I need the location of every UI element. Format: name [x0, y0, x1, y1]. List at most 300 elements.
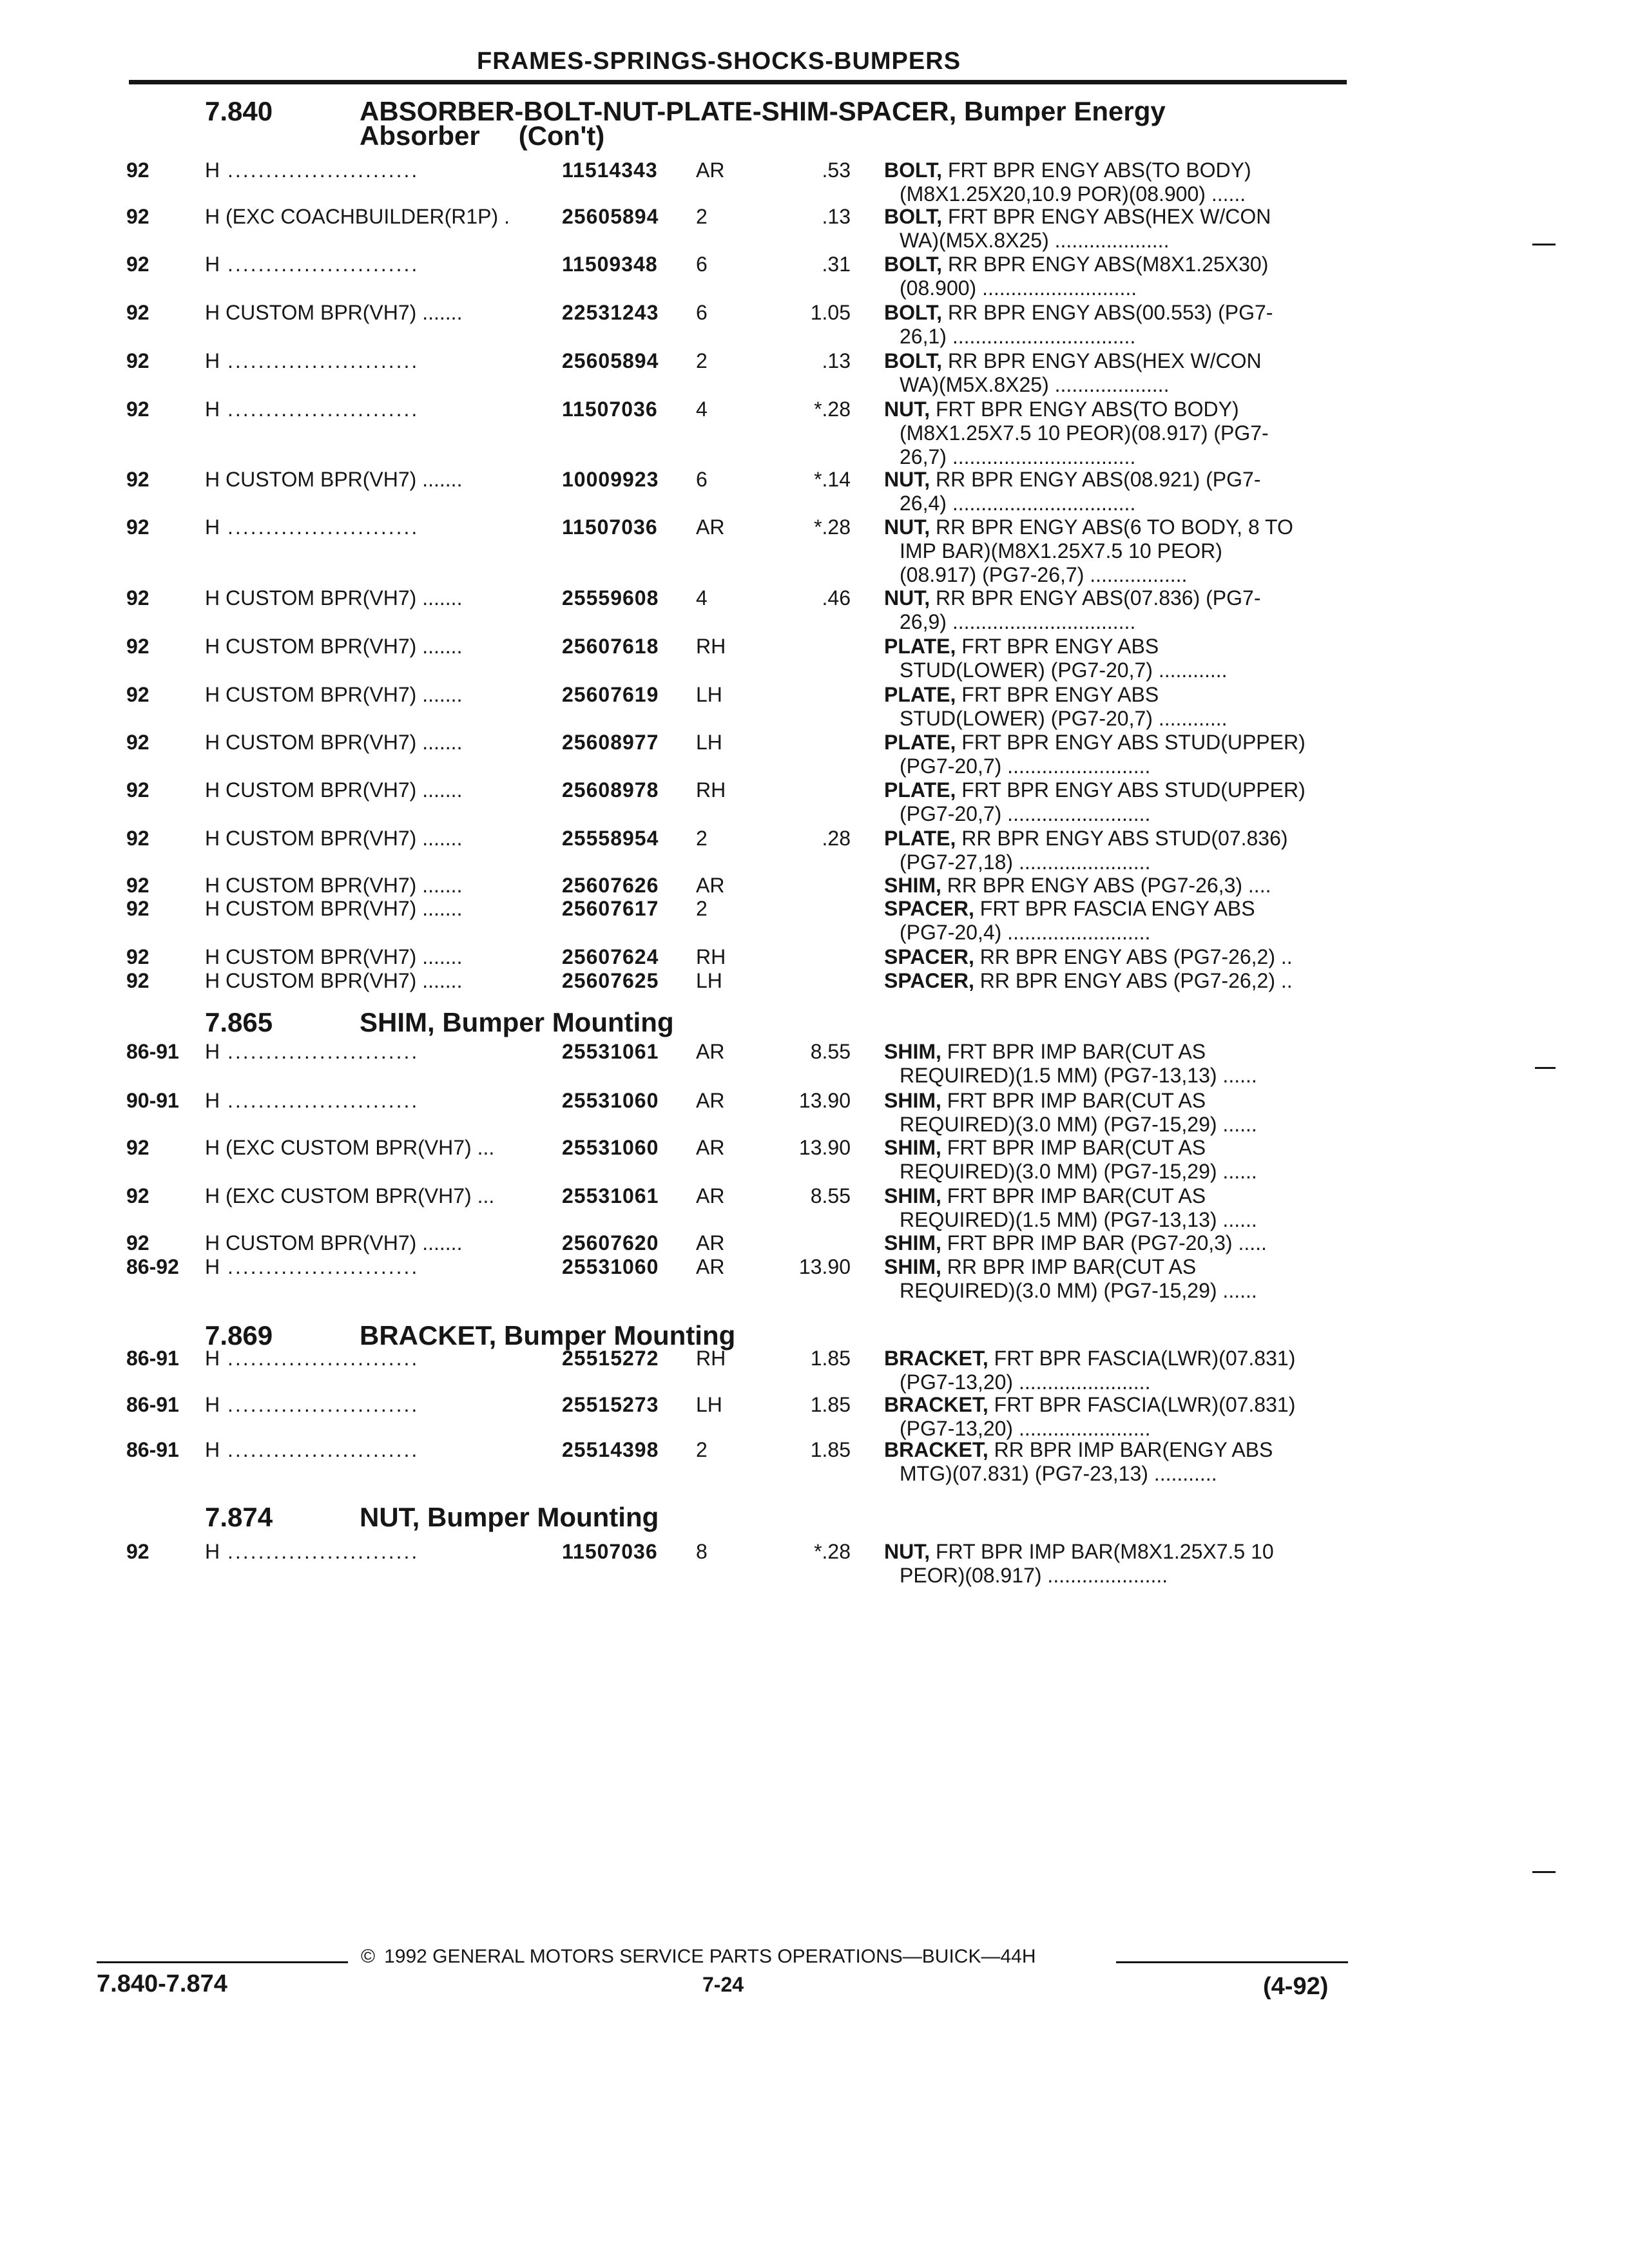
- model-code: H: [205, 1040, 220, 1063]
- unit-price: *.14: [814, 468, 851, 491]
- part-detail: RR BPR ENGY ABS (PG7-26,2) ..: [974, 945, 1293, 968]
- model-year: 92: [126, 159, 149, 182]
- model-applicability: [205, 586, 462, 610]
- model-year: 92: [126, 398, 149, 421]
- part-number: 25607618: [562, 635, 659, 658]
- description-line: [884, 1347, 1348, 1370]
- model-year: 92: [126, 1540, 149, 1563]
- description-line: [884, 1040, 1348, 1064]
- description-line: IMP BAR)(M8X1.25X7.5 10 PEOR): [900, 539, 1222, 562]
- description-line: [884, 1255, 1348, 1279]
- description-line: [884, 778, 1348, 802]
- part-detail: FRT BPR ENGY ABS: [956, 635, 1159, 658]
- description-line: [884, 874, 1348, 898]
- part-description: [884, 1184, 1348, 1232]
- part-detail: FRT BPR IMP BAR(CUT AS: [941, 1136, 1206, 1159]
- description-line: PEOR)(08.917) .....................: [900, 1564, 1168, 1587]
- description-line: 26,9) ................................: [900, 610, 1136, 633]
- part-description: [884, 897, 1348, 945]
- unit-price: *.28: [814, 515, 851, 539]
- part-detail: FRT BPR ENGY ABS STUD(UPPER): [956, 778, 1306, 802]
- part-description: [884, 945, 1348, 969]
- model-code: H CUSTOM BPR(VH7) .......: [205, 683, 463, 706]
- model-applicability: [205, 635, 462, 658]
- model-code: H CUSTOM BPR(VH7) .......: [205, 468, 463, 491]
- model-applicability: [205, 1184, 494, 1208]
- model-year: 92: [126, 468, 149, 491]
- quantity: 4: [696, 586, 708, 610]
- part-detail: FRT BPR ENGY ABS: [956, 683, 1159, 706]
- description-line: [884, 1438, 1348, 1462]
- part-detail: FRT BPR IMP BAR(CUT AS: [941, 1040, 1206, 1063]
- part-detail: FRT BPR FASCIA(LWR)(07.831): [988, 1393, 1296, 1416]
- part-description: [884, 1136, 1348, 1184]
- part-number: 25559608: [562, 586, 659, 610]
- model-code: H CUSTOM BPR(VH7) .......: [205, 897, 463, 920]
- part-name: NUT,: [884, 1540, 930, 1563]
- dot-leader: .........................: [220, 1089, 419, 1112]
- part-number: 25607625: [562, 969, 659, 992]
- part-name: PLATE,: [884, 827, 956, 850]
- model-code: H CUSTOM BPR(VH7) .......: [205, 731, 463, 754]
- model-year: 92: [126, 515, 149, 539]
- model-code: H: [205, 1255, 220, 1278]
- description-line: WA)(M5X.8X25) ....................: [900, 229, 1170, 252]
- description-line: [884, 731, 1348, 754]
- header-rule: [129, 80, 1347, 84]
- unit-price: 13.90: [798, 1089, 851, 1112]
- model-code: H: [205, 515, 220, 539]
- page-title: FRAMES-SPRINGS-SHOCKS-BUMPERS: [477, 48, 961, 75]
- model-applicability: [205, 205, 510, 229]
- part-number: 25608978: [562, 778, 659, 802]
- model-year: 92: [126, 205, 149, 228]
- part-name: SHIM,: [884, 874, 941, 897]
- part-description: [884, 827, 1348, 874]
- model-code: H: [205, 398, 220, 421]
- footer-date: (4-92): [1263, 1973, 1329, 2000]
- model-applicability: [205, 1540, 419, 1564]
- dot-leader: .........................: [220, 515, 419, 539]
- dot-leader: .........................: [220, 1347, 419, 1370]
- quantity: AR: [696, 1231, 725, 1254]
- part-description: [884, 731, 1348, 778]
- part-name: SHIM,: [884, 1136, 941, 1159]
- dot-leader: .........................: [220, 1393, 419, 1416]
- part-number: 25531061: [562, 1184, 659, 1207]
- part-detail: RR BPR IMP BAR(CUT AS: [941, 1255, 1197, 1278]
- model-code: H CUSTOM BPR(VH7) .......: [205, 635, 463, 658]
- copyright-symbol: ©: [361, 1946, 376, 1967]
- model-applicability: [205, 1089, 419, 1113]
- part-name: PLATE,: [884, 683, 956, 706]
- part-name: BOLT,: [884, 301, 943, 324]
- part-description: [884, 683, 1348, 731]
- quantity: 4: [696, 398, 708, 421]
- description-line: [884, 301, 1348, 325]
- description-line: (PG7-20,4) .........................: [900, 921, 1151, 944]
- description-line: STUD(LOWER) (PG7-20,7) ............: [900, 707, 1228, 730]
- model-code: H CUSTOM BPR(VH7) .......: [205, 874, 463, 897]
- description-line: [884, 253, 1348, 276]
- part-number: 25531061: [562, 1040, 659, 1063]
- part-number: 25558954: [562, 827, 659, 850]
- part-detail: RR BPR ENGY ABS(6 TO BODY, 8 TO: [930, 515, 1293, 539]
- quantity: LH: [696, 1393, 722, 1416]
- description-line: (08.917) (PG7-26,7) .................: [900, 563, 1188, 586]
- description-line: [884, 897, 1348, 921]
- dot-leader: .........................: [220, 1438, 419, 1461]
- part-number: 25515273: [562, 1393, 659, 1416]
- model-year: 90-91: [126, 1089, 179, 1112]
- description-line: REQUIRED)(3.0 MM) (PG7-15,29) ......: [900, 1160, 1257, 1183]
- quantity: RH: [696, 778, 726, 802]
- unit-price: 13.90: [798, 1136, 851, 1159]
- part-number: 11509348: [562, 253, 658, 276]
- part-number: 25607620: [562, 1231, 659, 1254]
- model-applicability: [205, 731, 462, 754]
- model-year: 92: [126, 586, 149, 610]
- unit-price: .46: [822, 586, 851, 610]
- model-applicability: [205, 969, 462, 993]
- part-description: [884, 586, 1348, 634]
- part-detail: RR BPR ENGY ABS (PG7-26,3) ....: [941, 874, 1271, 897]
- quantity: AR: [696, 159, 725, 182]
- model-code: H: [205, 1347, 220, 1370]
- part-number: 25531060: [562, 1255, 659, 1278]
- model-year: 92: [126, 1136, 149, 1159]
- part-description: [884, 1393, 1348, 1441]
- quantity: 2: [696, 827, 708, 850]
- part-name: SHIM,: [884, 1089, 941, 1112]
- model-applicability: [205, 1438, 419, 1462]
- part-detail: RR BPR ENGY ABS (PG7-26,2) ..: [974, 969, 1293, 992]
- quantity: 6: [696, 253, 708, 276]
- part-name: BRACKET,: [884, 1438, 988, 1461]
- dot-leader: .........................: [220, 398, 419, 421]
- part-number: 25607626: [562, 874, 659, 897]
- part-detail: FRT BPR FASCIA ENGY ABS: [974, 897, 1255, 920]
- description-line: [884, 349, 1348, 373]
- model-applicability: [205, 468, 462, 492]
- part-detail: FRT BPR IMP BAR (PG7-20,3) .....: [941, 1231, 1267, 1254]
- quantity: RH: [696, 1347, 726, 1370]
- model-code: H: [205, 1438, 220, 1461]
- dot-leader: .........................: [220, 1540, 419, 1563]
- part-description: [884, 205, 1348, 253]
- description-line: WA)(M5X.8X25) ....................: [900, 373, 1170, 396]
- unit-price: 1.85: [810, 1347, 851, 1370]
- part-name: SPACER,: [884, 945, 974, 968]
- description-line: [884, 635, 1348, 658]
- model-year: 92: [126, 969, 149, 992]
- model-year: 86-91: [126, 1393, 179, 1416]
- description-line: STUD(LOWER) (PG7-20,7) ............: [900, 658, 1228, 682]
- unit-price: *.28: [814, 398, 851, 421]
- description-line: REQUIRED)(1.5 MM) (PG7-13,13) ......: [900, 1064, 1257, 1087]
- description-line: 26,4) ................................: [900, 492, 1136, 515]
- part-detail: FRT BPR IMP BAR(CUT AS: [941, 1184, 1206, 1207]
- model-year: 92: [126, 778, 149, 802]
- model-applicability: [205, 253, 419, 276]
- model-applicability: [205, 159, 419, 182]
- part-number: 25605894: [562, 349, 659, 372]
- margin-mark: [1532, 1871, 1556, 1873]
- model-year: 92: [126, 683, 149, 706]
- part-detail: RR BPR ENGY ABS(08.921) (PG7-: [930, 468, 1261, 491]
- description-line: REQUIRED)(3.0 MM) (PG7-15,29) ......: [900, 1279, 1257, 1302]
- model-year: 92: [126, 635, 149, 658]
- part-detail: FRT BPR IMP BAR(M8X1.25X7.5 10: [930, 1540, 1274, 1563]
- quantity: AR: [696, 1136, 725, 1159]
- model-code: H CUSTOM BPR(VH7) .......: [205, 827, 463, 850]
- section-number: 7.869: [205, 1320, 273, 1350]
- model-code: H: [205, 349, 220, 372]
- model-year: 92: [126, 731, 149, 754]
- part-description: [884, 635, 1348, 682]
- model-year: 92: [126, 1184, 149, 1207]
- part-name: BOLT,: [884, 253, 943, 276]
- part-name: NUT,: [884, 468, 930, 491]
- model-applicability: [205, 1347, 419, 1370]
- footer-rule-right: [1116, 1961, 1348, 1963]
- section-title: NUT, Bumper Mounting: [360, 1502, 659, 1532]
- dot-leader: .........................: [220, 349, 419, 372]
- model-code: H CUSTOM BPR(VH7) .......: [205, 301, 463, 324]
- part-number: 11507036: [562, 398, 658, 421]
- quantity: 6: [696, 301, 708, 324]
- part-number: 25607624: [562, 945, 659, 968]
- model-code: H CUSTOM BPR(VH7) .......: [205, 1231, 463, 1254]
- part-number: 25531060: [562, 1089, 659, 1112]
- part-description: [884, 1438, 1348, 1486]
- part-description: [884, 301, 1348, 349]
- part-number: 25605894: [562, 205, 659, 228]
- part-name: PLATE,: [884, 731, 956, 754]
- part-number: 11507036: [562, 1540, 658, 1563]
- dot-leader: .........................: [220, 253, 419, 276]
- part-number: 22531243: [562, 301, 659, 324]
- quantity: AR: [696, 1255, 725, 1278]
- description-line: (PG7-20,7) .........................: [900, 802, 1151, 825]
- margin-mark: [1532, 244, 1556, 245]
- part-detail: RR BPR ENGY ABS(00.553) (PG7-: [942, 301, 1273, 324]
- description-line: [884, 159, 1348, 182]
- part-number: 10009923: [562, 468, 659, 491]
- description-line: [884, 683, 1348, 707]
- part-detail: FRT BPR ENGY ABS(TO BODY): [930, 398, 1239, 421]
- description-line: (PG7-20,7) .........................: [900, 754, 1151, 778]
- unit-price: *.28: [814, 1540, 851, 1563]
- part-name: SHIM,: [884, 1040, 941, 1063]
- part-name: SHIM,: [884, 1255, 941, 1278]
- part-description: [884, 1347, 1348, 1394]
- unit-price: .53: [822, 159, 851, 182]
- model-year: 86-91: [126, 1040, 179, 1063]
- quantity: LH: [696, 731, 722, 754]
- part-name: BRACKET,: [884, 1393, 988, 1416]
- model-applicability: [205, 301, 462, 325]
- unit-price: 8.55: [810, 1040, 851, 1063]
- footer-rule-left: [97, 1961, 348, 1963]
- part-number: 25514398: [562, 1438, 659, 1461]
- quantity: AR: [696, 874, 725, 897]
- part-number: 25607619: [562, 683, 659, 706]
- part-detail: RR BPR ENGY ABS(M8X1.25X30): [942, 253, 1269, 276]
- description-line: (M8X1.25X7.5 10 PEOR)(08.917) (PG7-: [900, 421, 1269, 445]
- section-number: 7.840: [205, 96, 273, 126]
- model-code: H CUSTOM BPR(VH7) .......: [205, 945, 463, 968]
- part-description: [884, 874, 1348, 898]
- model-year: 86-92: [126, 1255, 179, 1278]
- model-code: H: [205, 1089, 220, 1112]
- part-description: [884, 1231, 1348, 1255]
- margin-mark: [1535, 1067, 1556, 1069]
- description-line: REQUIRED)(3.0 MM) (PG7-15,29) ......: [900, 1113, 1257, 1136]
- quantity: 2: [696, 349, 708, 372]
- unit-price: .13: [822, 349, 851, 372]
- model-code: H: [205, 1540, 220, 1563]
- model-code: H: [205, 159, 220, 182]
- model-applicability: [205, 1040, 419, 1064]
- part-detail: FRT BPR ENGY ABS(HEX W/CON: [942, 205, 1271, 228]
- part-name: NUT,: [884, 586, 930, 610]
- model-applicability: [205, 398, 419, 421]
- quantity: AR: [696, 1089, 725, 1112]
- section-title: BRACKET, Bumper Mounting: [360, 1320, 736, 1350]
- part-description: [884, 398, 1348, 469]
- part-detail: RR BPR ENGY ABS(07.836) (PG7-: [930, 586, 1261, 610]
- footer-page-number: 7-24: [702, 1973, 744, 1996]
- model-applicability: [205, 945, 462, 969]
- description-line: (M8X1.25X20,10.9 POR)(08.900) ......: [900, 182, 1246, 206]
- description-line: (PG7-13,20) .......................: [900, 1370, 1151, 1394]
- quantity: 2: [696, 1438, 708, 1461]
- description-line: [884, 827, 1348, 850]
- model-year: 92: [126, 349, 149, 372]
- quantity: AR: [696, 515, 725, 539]
- part-description: [884, 778, 1348, 826]
- part-detail: FRT BPR ENGY ABS STUD(UPPER): [956, 731, 1306, 754]
- part-description: [884, 159, 1348, 206]
- description-line: 26,1) ................................: [900, 325, 1136, 348]
- unit-price: 8.55: [810, 1184, 851, 1207]
- quantity: 8: [696, 1540, 708, 1563]
- model-code: H (EXC CUSTOM BPR(VH7) ...: [205, 1136, 495, 1159]
- part-number: 11514343: [562, 159, 658, 182]
- model-applicability: [205, 683, 462, 707]
- description-line: (PG7-27,18) .......................: [900, 850, 1151, 874]
- unit-price: .28: [822, 827, 851, 850]
- part-description: [884, 1089, 1348, 1137]
- model-applicability: [205, 874, 462, 898]
- section-continued-note: (Con't): [518, 120, 605, 151]
- footer-section-range: 7.840-7.874: [97, 1970, 227, 1997]
- model-code: H CUSTOM BPR(VH7) .......: [205, 586, 463, 610]
- part-detail: FRT BPR FASCIA(LWR)(07.831): [988, 1347, 1296, 1370]
- unit-price: 1.85: [810, 1438, 851, 1461]
- description-line: [884, 1184, 1348, 1208]
- part-name: SPACER,: [884, 969, 974, 992]
- part-number: 25607617: [562, 897, 659, 920]
- part-number: 25608977: [562, 731, 659, 754]
- part-name: PLATE,: [884, 778, 956, 802]
- part-number: 25515272: [562, 1347, 659, 1370]
- description-line: [884, 969, 1348, 993]
- model-year: 92: [126, 874, 149, 897]
- part-detail: RR BPR ENGY ABS STUD(07.836): [956, 827, 1288, 850]
- model-year: 92: [126, 827, 149, 850]
- part-detail: FRT BPR IMP BAR(CUT AS: [941, 1089, 1206, 1112]
- model-year: 86-91: [126, 1347, 179, 1370]
- part-description: [884, 1040, 1348, 1088]
- section-subtitle: Absorber: [360, 120, 480, 151]
- model-year: 92: [126, 253, 149, 276]
- model-code: H CUSTOM BPR(VH7) .......: [205, 969, 463, 992]
- model-year: 92: [126, 897, 149, 920]
- description-line: [884, 1540, 1348, 1564]
- model-year: 92: [126, 945, 149, 968]
- quantity: LH: [696, 683, 722, 706]
- model-code: H: [205, 1393, 220, 1416]
- model-code: H CUSTOM BPR(VH7) .......: [205, 778, 463, 802]
- part-number: 25531060: [562, 1136, 659, 1159]
- model-year: 92: [126, 1231, 149, 1254]
- part-name: NUT,: [884, 515, 930, 539]
- quantity: 6: [696, 468, 708, 491]
- model-applicability: [205, 1393, 419, 1417]
- part-name: PLATE,: [884, 635, 956, 658]
- quantity: AR: [696, 1040, 725, 1063]
- unit-price: 13.90: [798, 1255, 851, 1278]
- description-line: [884, 468, 1348, 492]
- model-applicability: [205, 778, 462, 802]
- part-description: [884, 1540, 1348, 1588]
- description-line: [884, 515, 1348, 539]
- description-line: [884, 1136, 1348, 1160]
- quantity: 2: [696, 897, 708, 920]
- model-applicability: [205, 515, 419, 539]
- model-applicability: [205, 1136, 494, 1160]
- part-detail: RR BPR IMP BAR(ENGY ABS: [988, 1438, 1273, 1461]
- description-line: [884, 1089, 1348, 1113]
- model-year: 92: [126, 301, 149, 324]
- section-number: 7.865: [205, 1007, 273, 1037]
- description-line: [884, 1393, 1348, 1417]
- model-code: H (EXC CUSTOM BPR(VH7) ...: [205, 1184, 495, 1207]
- part-name: NUT,: [884, 398, 930, 421]
- description-line: [884, 398, 1348, 421]
- model-applicability: [205, 827, 462, 850]
- quantity: RH: [696, 945, 726, 968]
- dot-leader: .........................: [220, 1040, 419, 1063]
- description-line: [884, 205, 1348, 229]
- part-name: SPACER,: [884, 897, 974, 920]
- description-line: [884, 1231, 1348, 1255]
- part-description: [884, 349, 1348, 397]
- part-description: [884, 969, 1348, 993]
- part-number: 11507036: [562, 515, 658, 539]
- description-line: [884, 586, 1348, 610]
- unit-price: 1.85: [810, 1393, 851, 1416]
- section-subtitle-line: [360, 122, 604, 149]
- model-year: 86-91: [126, 1438, 179, 1461]
- part-description: [884, 1255, 1348, 1303]
- description-line: (08.900) ...........................: [900, 276, 1137, 300]
- part-name: BRACKET,: [884, 1347, 988, 1370]
- part-name: SHIM,: [884, 1184, 941, 1207]
- part-detail: FRT BPR ENGY ABS(TO BODY): [942, 159, 1251, 182]
